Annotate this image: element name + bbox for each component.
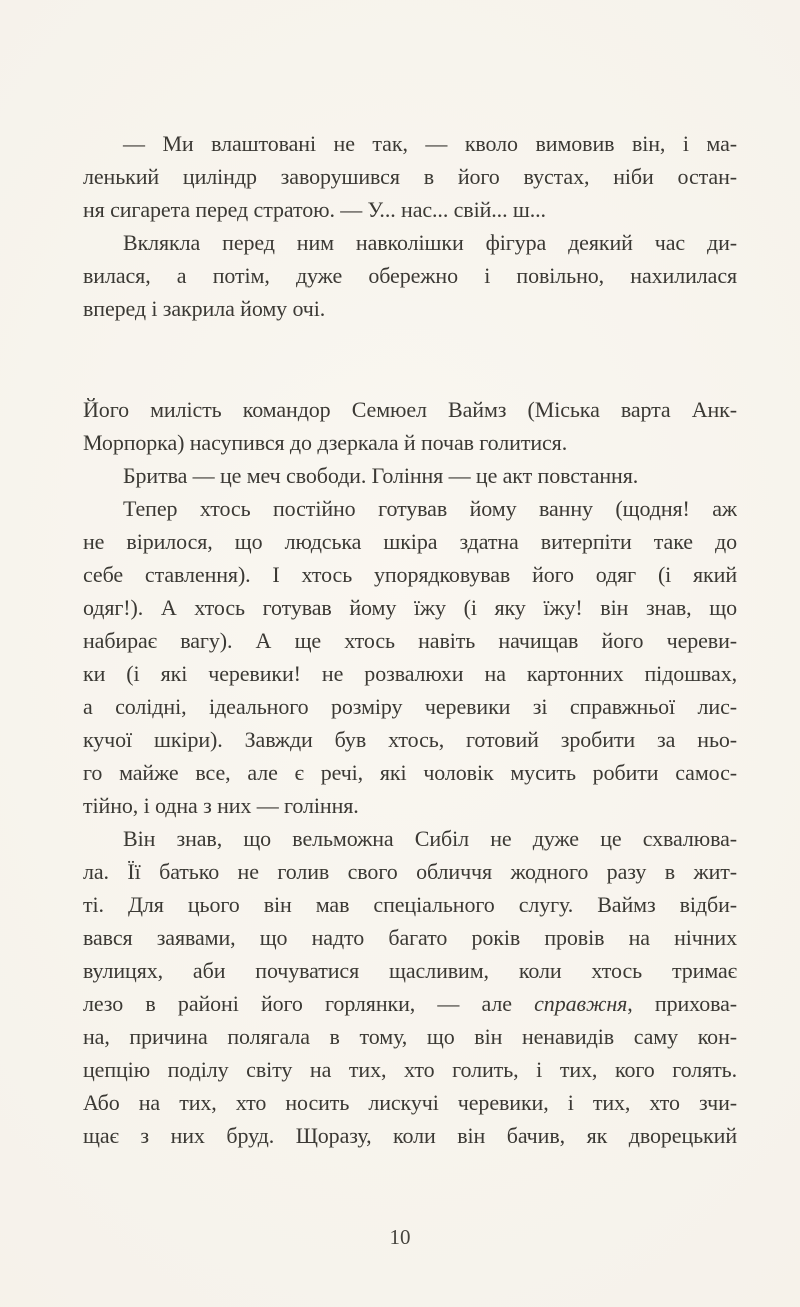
body-text: [83, 127, 737, 1152]
text-line: одяг!). А хтось готував йому їжу (і яку їжу! він знав, що: [83, 595, 737, 620]
text-line: ленький циліндр заворушився в його вустах, ніби остан-: [83, 164, 737, 189]
paragraph: [83, 459, 737, 492]
text-line: ня сигарета перед стратою. — У... нас... свій... ш...: [83, 197, 546, 222]
text-line: Він знав, що вельможна Сибіл не дуже це схвалюва-: [123, 826, 737, 851]
text-line: вперед і закрила йому очі.: [83, 296, 326, 321]
text-line: цепцію поділу світу на тих, хто голить, і тих, кого голять.: [83, 1057, 737, 1082]
text-line: щає з них бруд. Щоразу, коли він бачив, як дворецький: [83, 1123, 737, 1148]
text-line: Його милість командор Семюел Ваймз (Міська варта Анк-: [83, 397, 737, 422]
text-line: ла. Її батько не голив свого обличчя жодного разу в жит-: [83, 859, 737, 884]
text-line: — Ми влаштовані не так, — кволо вимовив він, і ма-: [123, 131, 737, 156]
text-line: ті. Для цього він мав спеціального слугу. Ваймз відби-: [83, 892, 737, 917]
text-line: Вклякла перед ним навколішки фігура деякий час ди-: [123, 230, 737, 255]
text-line: Тепер хтось постійно готував йому ванну (щодня! аж: [123, 496, 737, 521]
text-line: лезо в районі його горлянки, — але справжня, прихова-: [83, 991, 737, 1016]
text-line: себе ставлення). І хтось упорядковував його одяг (і який: [83, 562, 737, 587]
text-line: вулицях, аби почуватися щасливим, коли хтось тримає: [83, 958, 737, 983]
text-line: вилася, а потім, дуже обережно і повільно, нахилилася: [83, 263, 737, 288]
paragraph: [83, 393, 737, 459]
paragraph: [83, 226, 737, 325]
text-line: вався заявами, що надто багато років провів на нічних: [83, 925, 737, 950]
text-line: на, причина полягала в тому, що він ненавидів саму кон-: [83, 1024, 737, 1049]
text-line: Бритва — це меч свободи. Гоління — це акт повстання.: [123, 463, 639, 488]
paragraph: [83, 822, 737, 1152]
text-line: кучої шкіри). Завжди був хтось, готовий зробити за ньо-: [83, 727, 737, 752]
text-line: тійно, і одна з них — гоління.: [83, 793, 359, 818]
text-line: Морпорка) насупився до дзеркала й почав голитися.: [83, 430, 568, 455]
text-line: не вірилося, що людська шкіра здатна витерпіти таке до: [83, 529, 737, 554]
paragraph: [83, 492, 737, 822]
text-line: го майже все, але є речі, які чоловік мусить робити самос-: [83, 760, 737, 785]
text-line: Або на тих, хто носить лискучі черевики, і тих, хто зчи-: [83, 1090, 737, 1115]
text-line: а солідні, ідеального розміру черевики зі справжньої лис-: [83, 694, 737, 719]
paragraph: [83, 127, 737, 226]
text-line: ки (і які черевики! не розвалюхи на картонних підошвах,: [83, 661, 737, 686]
text-line: набирає вагу). А ще хтось навіть начищав його череви-: [83, 628, 737, 653]
page-number: 10: [389, 1225, 411, 1249]
